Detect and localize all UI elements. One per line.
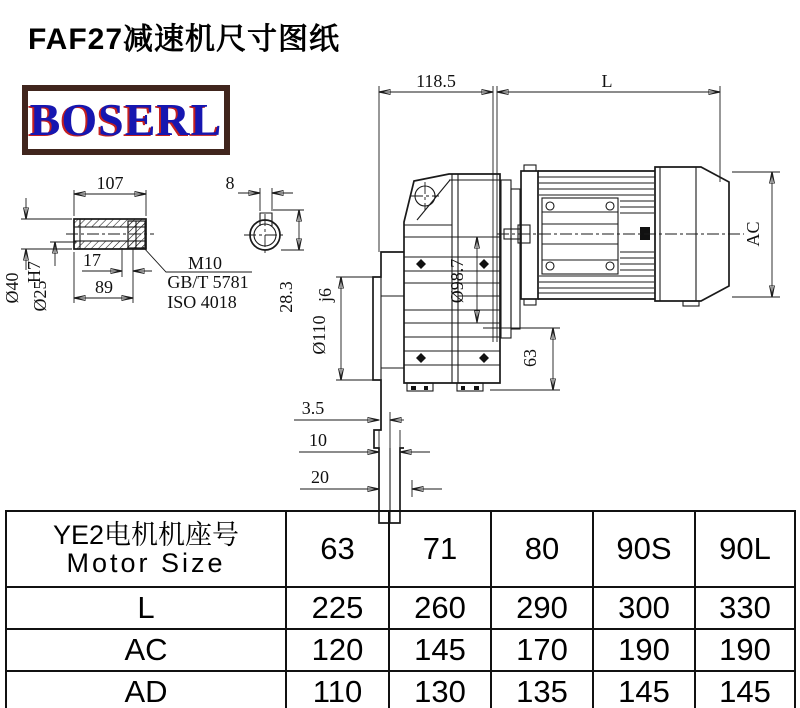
cell-AD-71: 130 <box>389 671 491 708</box>
dim-dia40: Ø40 <box>2 272 22 304</box>
size-90s: 90S <box>593 511 695 587</box>
dim-10: 10 <box>309 430 327 450</box>
shaft-detail-view <box>2 173 252 312</box>
dim-dia25-tol: H7 <box>24 261 44 283</box>
table-row <box>6 511 795 587</box>
cell-L-80: 290 <box>491 587 593 629</box>
logo-text: BOSERL <box>29 94 223 145</box>
size-80: 80 <box>491 511 593 587</box>
dim-dia98-7: Ø98.7 <box>447 258 467 304</box>
dim-dia25: Ø25 <box>30 280 50 312</box>
cell-AD-80: 135 <box>491 671 593 708</box>
header-motor-size <box>6 511 286 587</box>
cell-AC-80: 170 <box>491 629 593 671</box>
dim-L: L <box>601 71 613 91</box>
dim-3-5: 3.5 <box>301 398 325 418</box>
cell-L-90l: 330 <box>695 587 795 629</box>
size-63: 63 <box>286 511 389 587</box>
dim-63: 63 <box>520 349 540 367</box>
cell-AC-71: 145 <box>389 629 491 671</box>
header-motor-size-en: Motor Size <box>66 548 226 578</box>
gearmotor-main-view <box>373 165 744 523</box>
dim-107: 107 <box>96 173 124 193</box>
dim-89: 89 <box>95 277 113 297</box>
table-row <box>6 629 795 671</box>
header-motor-size-cn: YE2电机机座号 <box>52 519 240 550</box>
size-71: 71 <box>389 511 491 587</box>
cell-AC-90l: 190 <box>695 629 795 671</box>
page-title: FAF27减速机尺寸图纸 <box>28 23 341 56</box>
size-90l: 90L <box>695 511 795 587</box>
cell-L-90s: 300 <box>593 587 695 629</box>
cell-AC-90s: 190 <box>593 629 695 671</box>
dim-dia110: Ø110 <box>309 315 329 355</box>
cell-AD-90s: 145 <box>593 671 695 708</box>
dim-AC: AC <box>743 221 763 247</box>
table-row <box>6 587 795 629</box>
motor-size-table <box>5 510 796 708</box>
label-m10: M10 <box>187 253 223 273</box>
dim-118-5: 118.5 <box>416 71 456 91</box>
dim-dia110-tol: j6 <box>315 287 335 303</box>
dim-17: 17 <box>83 250 101 270</box>
row-label-AD: AD <box>6 671 286 708</box>
row-label-AC: AC <box>6 629 286 671</box>
dim-20: 20 <box>311 467 329 487</box>
cell-L-63: 225 <box>286 587 389 629</box>
cell-AD-90l: 145 <box>695 671 795 708</box>
cell-L-71: 260 <box>389 587 491 629</box>
dim-28-3: 28.3 <box>276 281 296 313</box>
dim-8: 8 <box>225 173 235 193</box>
row-label-L: L <box>6 587 286 629</box>
label-iso4018: ISO 4018 <box>167 292 237 312</box>
cell-AC-63: 120 <box>286 629 389 671</box>
cell-AD-63: 110 <box>286 671 389 708</box>
label-gbt5781: GB/T 5781 <box>167 272 249 292</box>
table-row <box>6 671 795 708</box>
